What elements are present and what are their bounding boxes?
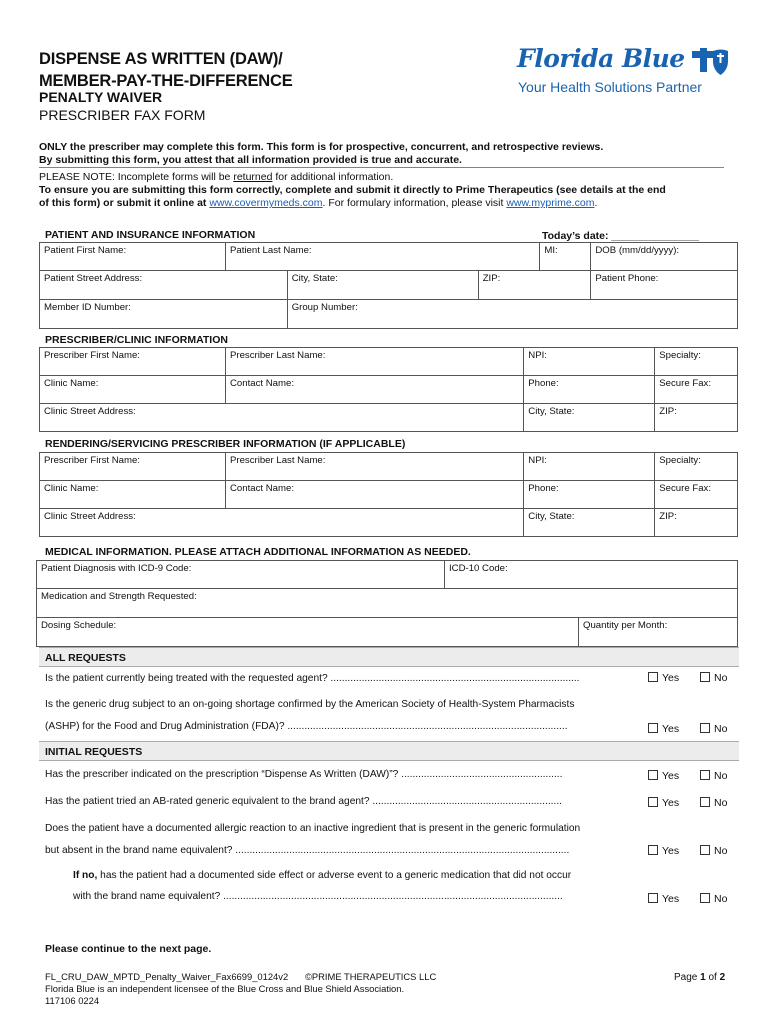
q1-no[interactable] [700,672,727,684]
if-no-label: If no, [73,870,98,881]
patient-section-heading: PATIENT AND INSURANCE INFORMATION [45,229,256,241]
checkbox-icon [648,845,658,855]
prescriber-city-state-field[interactable]: City, State: [524,404,655,432]
patient-phone-field[interactable]: Patient Phone: [591,271,738,300]
checkbox-icon [700,770,710,780]
medication-field[interactable]: Medication and Strength Requested: [37,589,738,618]
intro-line-1: ONLY the prescriber may complete this form. This form is for prospective, concurrent, and retrospective reviews. [39,141,604,153]
prescriber-street-field[interactable]: Clinic Street Address: [40,404,524,432]
rendering-section-heading: RENDERING/SERVICING PRESCRIBER INFORMATION (IF APPLICABLE) [45,438,406,450]
q5-yes[interactable] [648,845,679,857]
note-pre: PLEASE NOTE: Incomplete forms will be [39,171,234,183]
note-line-3-mid: . For formulary information, please visit [322,197,507,209]
question-daw: Has the prescriber indicated on the prescription “Dispense As Written (DAW)”? ......................................................... [45,769,563,780]
rendering-table [39,452,738,537]
q5-no[interactable] [700,845,727,857]
prescriber-phone-field[interactable]: Phone: [524,376,655,404]
q4-yes[interactable] [648,797,679,809]
q6-no[interactable] [700,893,727,905]
page-number [674,972,725,983]
patient-mi-field[interactable]: MI: [540,243,591,271]
intro-text [39,141,729,167]
all-requests-heading: ALL REQUESTS [39,647,739,667]
note-line-3-end: . [594,197,598,209]
question-allergic-line-2: but absent in the brand name equivalent? ...................................................................................................................... [45,845,570,856]
patient-street-field[interactable]: Patient Street Address: [40,271,288,300]
question-side-effect-line-2: with the brand name equivalent? ........................................................................................................................ [73,891,563,902]
checkbox-icon [648,770,658,780]
yes-label: Yes [662,672,680,684]
rendering-phone-field[interactable]: Phone: [524,481,655,509]
prescriber-contact-field[interactable]: Contact Name: [226,376,524,404]
no-label: No [714,797,728,809]
checkbox-icon [648,893,658,903]
no-label: No [714,845,728,857]
checkbox-icon [700,672,710,682]
member-id-field[interactable]: Member ID Number: [40,300,288,329]
rendering-city-state-field[interactable]: City, State: [524,509,655,537]
todays-date-field[interactable]: Today’s date: _______________ [542,230,700,242]
icd10-field[interactable]: ICD-10 Code: [445,561,738,589]
logo-tagline: Your Health Solutions Partner [518,79,702,95]
checkbox-icon [648,797,658,807]
yes-label: Yes [662,770,680,782]
logo-name: Florida Blue [517,44,685,73]
no-label: No [714,672,728,684]
rendering-first-name-field[interactable]: Prescriber First Name: [40,453,226,481]
patient-table [39,242,738,329]
rendering-street-field[interactable]: Clinic Street Address: [40,509,524,537]
initial-requests-heading: INITIAL REQUESTS [39,741,739,761]
myprime-link[interactable]: www.myprime.com [506,197,595,209]
note-text [39,171,729,210]
prescriber-section-heading: PRESCRIBER/CLINIC INFORMATION [45,334,228,346]
form-title [39,48,293,92]
rendering-clinic-field[interactable]: Clinic Name: [40,481,226,509]
rendering-specialty-field[interactable]: Specialty: [655,453,738,481]
rendering-fax-field[interactable]: Secure Fax: [655,481,738,509]
question-shortage-line-1: Is the generic drug subject to an on-going shortage confirmed by the American Society of Health-System Pharmacists [45,699,575,710]
checkbox-icon [700,797,710,807]
prescriber-first-name-field[interactable]: Prescriber First Name: [40,348,226,376]
page-of: of [705,972,720,983]
medical-section-heading: MEDICAL INFORMATION. PLEASE ATTACH ADDITIONAL INFORMATION AS NEEDED. [45,546,471,558]
checkbox-icon [700,723,710,733]
form-type: PRESCRIBER FAX FORM [39,107,206,123]
question-shortage-line-2: (ASHP) for the Food and Drug Administration (FDA)? ................................................................................................... [45,721,568,732]
page-total: 2 [719,972,726,983]
divider [39,167,724,168]
licensee-text: Florida Blue is an independent licensee of the Blue Cross and Blue Shield Association. [45,983,405,994]
patient-city-state-field[interactable]: City, State: [287,271,478,300]
question-currently-treated: Is the patient currently being treated with the requested agent? ........................................................................................ [45,673,580,684]
intro-line-2: By submitting this form, you attest that all information provided is true and accurate. [39,154,462,166]
q4-no[interactable] [700,797,727,809]
q2-no[interactable] [700,723,727,735]
prescriber-npi-field[interactable]: NPI: [524,348,655,376]
q1-yes[interactable] [648,672,679,684]
patient-first-name-field[interactable]: Patient First Name: [40,243,226,271]
covermymeds-link[interactable]: www.covermymeds.com [209,197,323,209]
note-post: for additional information. [272,171,394,183]
page-label: Page [674,972,701,983]
checkbox-icon [648,723,658,733]
note-line-2: To ensure you are submitting this form correctly, complete and submit it directly to Prime Therapeutics (see details at the end [39,184,666,196]
prescriber-clinic-field[interactable]: Clinic Name: [40,376,226,404]
medical-table [36,560,738,647]
question-ab-rated: Has the patient tried an AB-rated generic equivalent to the brand agent? ................................................................... [45,796,562,807]
no-label: No [714,770,728,782]
prescriber-table [39,347,738,432]
note-line-3: of this form) or submit it online at [39,197,210,209]
yes-label: Yes [662,845,680,857]
dosing-field[interactable]: Dosing Schedule: [37,618,579,647]
yes-label: Yes [662,797,680,809]
q3-no[interactable] [700,770,727,782]
prescriber-fax-field[interactable]: Secure Fax: [655,376,738,404]
no-label: No [714,893,728,905]
q6-yes[interactable] [648,893,679,905]
question-side-effect-line-1 [73,870,633,881]
yes-label: Yes [662,893,680,905]
patient-last-name-field[interactable]: Patient Last Name: [226,243,540,271]
rendering-zip-field[interactable]: ZIP: [655,509,738,537]
checkbox-icon [648,672,658,682]
title-line-1: DISPENSE AS WRITTEN (DAW)/ [39,50,283,68]
checkbox-icon [700,845,710,855]
question-allergic-line-1: Does the patient have a documented allergic reaction to an inactive ingredient that is present in the generic formulation [45,823,581,834]
doc-number: 117106 0224 [45,995,100,1006]
quantity-field[interactable]: Quantity per Month: [579,618,738,647]
note-returned: returned [233,171,273,183]
patient-zip-field[interactable]: ZIP: [478,271,591,300]
patient-dob-field[interactable]: DOB (mm/dd/yyyy): [591,243,738,271]
prescriber-specialty-field[interactable]: Specialty: [655,348,738,376]
cross-shield-icon [689,47,731,82]
side-effect-text: has the patient had a documented side effect or adverse event to a generic medication that did not occur [97,870,572,881]
form-code: FL_CRU_DAW_MPTD_Penalty_Waiver_Fax6699_0124v2 [45,971,289,982]
rendering-last-name-field[interactable]: Prescriber Last Name: [226,453,524,481]
copyright: ©PRIME THERAPEUTICS LLC [305,971,437,982]
prescriber-zip-field[interactable]: ZIP: [655,404,738,432]
title-line-2: MEMBER-PAY-THE-DIFFERENCE [39,72,293,90]
prescriber-last-name-field[interactable]: Prescriber Last Name: [226,348,524,376]
rendering-npi-field[interactable]: NPI: [524,453,655,481]
q2-yes[interactable] [648,723,679,735]
rendering-contact-field[interactable]: Contact Name: [226,481,524,509]
continue-notice: Please continue to the next page. [45,943,212,955]
checkbox-icon [700,893,710,903]
group-number-field[interactable]: Group Number: [287,300,737,329]
page-current: 1 [700,972,706,983]
yes-label: Yes [662,723,680,735]
diagnosis-field[interactable]: Patient Diagnosis with ICD-9 Code: [37,561,445,589]
q3-yes[interactable] [648,770,679,782]
no-label: No [714,723,728,735]
form-subtitle: PENALTY WAIVER [39,89,163,105]
